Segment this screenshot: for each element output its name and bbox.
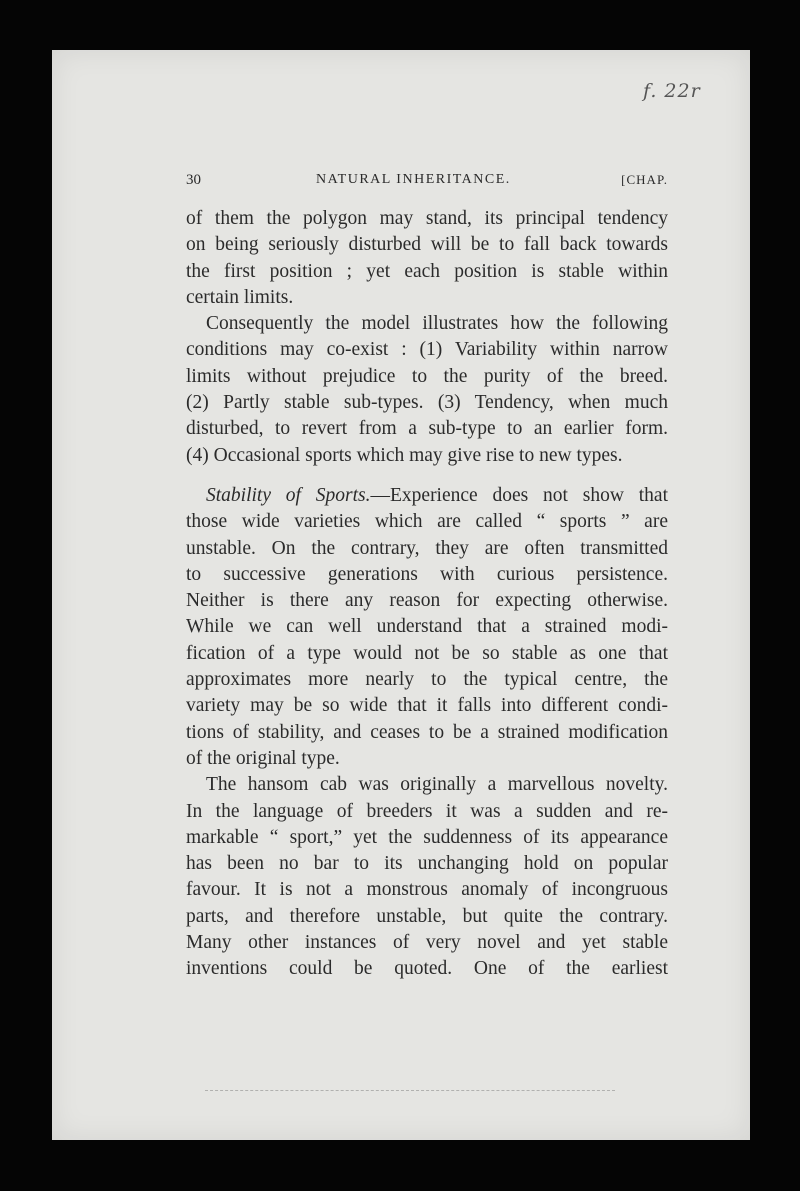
text-line: certain limits. <box>186 286 294 308</box>
text-line: tions of stability, and ceases to be a strained modification <box>186 721 668 743</box>
text-line: of the original type. <box>186 747 340 769</box>
paragraph-2 <box>186 311 668 469</box>
folio-mark: f. 22r <box>643 80 701 102</box>
text-line: approximates more nearly to the typical centre, the <box>186 669 668 691</box>
text-line: fication of a type would not be so stable as one that <box>186 642 668 664</box>
text-line: (2) Partly stable sub-types. (3) Tendency, when much <box>186 392 668 414</box>
text-line: (4) Occasional sports which may give rise to new types. <box>186 444 623 466</box>
text-line: The hansom cab was originally a marvellous novelty. <box>206 774 668 796</box>
text-line: While we can well understand that a strained modi- <box>186 616 668 638</box>
text-line: unstable. On the contrary, they are often transmitted <box>186 537 668 559</box>
paragraph-1 <box>186 206 668 311</box>
paragraph-4 <box>186 772 668 982</box>
text-line: on being seriously disturbed will be to fall back towards <box>186 234 668 256</box>
heading-continuation: —Experience does not show that <box>370 484 668 506</box>
running-head-title: NATURAL INHERITANCE. <box>316 172 511 187</box>
text-line: favour. It is not a monstrous anomaly of incongruous <box>186 879 668 901</box>
text-line: Many other instances of very novel and yet stable <box>186 932 668 954</box>
page-number: 30 <box>186 172 201 188</box>
text-line: has been no bar to its unchanging hold on popular <box>186 853 668 875</box>
text-line: of them the polygon may stand, its principal tendency <box>186 208 668 229</box>
text-line: variety may be so wide that it falls into different condi- <box>186 695 668 717</box>
text-line: parts, and therefore unstable, but quite the contrary. <box>186 905 668 927</box>
text-line: conditions may co-exist : (1) Variability within narrow <box>186 339 668 361</box>
bleed-through-rule <box>205 1090 615 1093</box>
text-line: disturbed, to revert from a sub-type to an earlier form. <box>186 418 668 440</box>
text-line: those wide varieties which are called “ sports ” are <box>186 511 668 533</box>
text-line: to successive generations with curious persistence. <box>186 563 668 585</box>
running-head-chapter: [CHAP. <box>621 172 668 187</box>
paragraph-gap <box>186 469 668 483</box>
text-line: Consequently the model illustrates how the following <box>206 313 668 335</box>
text-line: In the language of breeders it was a sudden and re- <box>186 800 668 822</box>
paragraph-3 <box>186 483 668 772</box>
text-line <box>186 483 668 509</box>
text-line: the first position ; yet each position is stable within <box>186 260 668 282</box>
running-head <box>186 172 668 192</box>
page-body <box>186 206 668 983</box>
section-heading: Stability of Sports. <box>206 484 371 506</box>
text-line: inventions could be quoted. One of the earliest <box>186 958 668 980</box>
text-line: Neither is there any reason for expecting otherwise. <box>186 590 668 612</box>
text-line: markable “ sport,” yet the suddenness of its appearance <box>186 826 668 848</box>
text-line: limits without prejudice to the purity of the breed. <box>186 365 668 387</box>
